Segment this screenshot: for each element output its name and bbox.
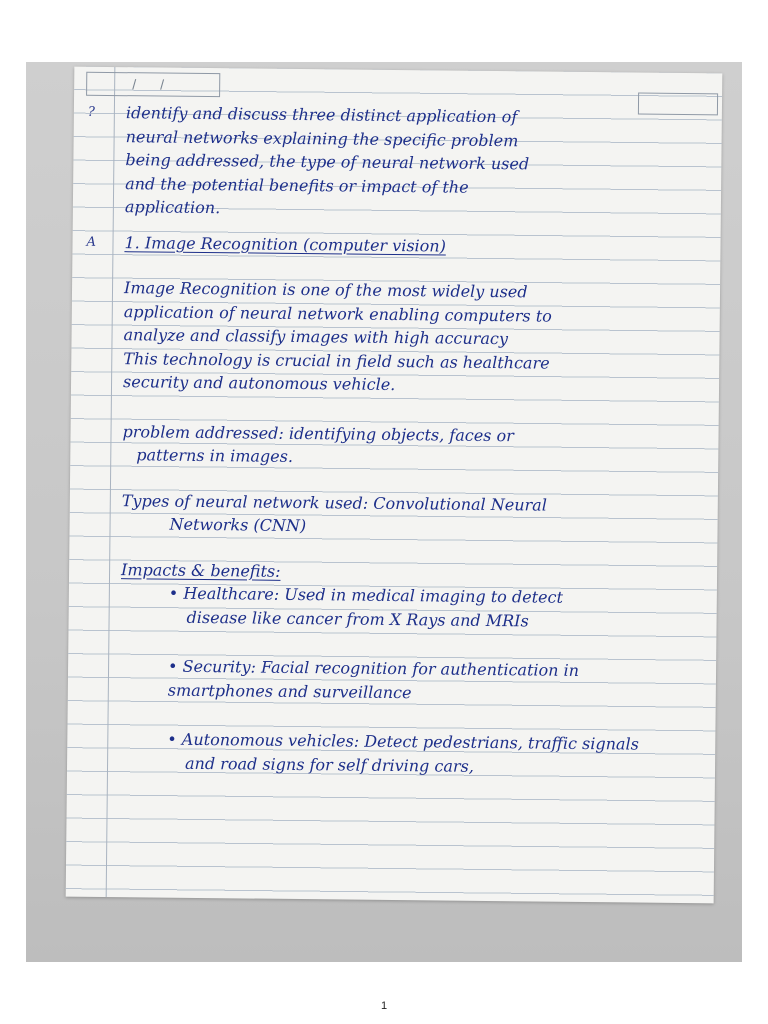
question-text: application.: [124, 197, 221, 218]
notebook-page: [66, 67, 723, 904]
problem-text: patterns in images.: [136, 445, 294, 466]
answer-marker: A: [86, 234, 96, 250]
question-text: identify and discuss three distinct application of: [125, 103, 518, 127]
notebook-photo: [26, 62, 742, 962]
page-number: 1: [380, 1000, 388, 1012]
impact-text: and road signs for self driving cars,: [184, 753, 474, 776]
impact-text: • Autonomous vehicles: Detect pedestrians, traffic signals: [167, 729, 639, 754]
intro-text: security and autonomous vehicle.: [122, 372, 396, 395]
intro-text: analyze and classify images with high accuracy: [123, 325, 509, 349]
types-text: Types of neural network used: Convolutional Neural: [121, 490, 547, 515]
impacts-heading: Impacts & benefits:: [121, 559, 281, 581]
intro-text: application of neural network enabling computers to: [123, 301, 552, 326]
answer-heading: 1. Image Recognition (computer vision): [124, 232, 446, 256]
question-marker: ?: [87, 104, 95, 120]
impact-text: • Healthcare: Used in medical imaging to detect: [168, 583, 564, 607]
question-text: neural networks explaining the specific problem: [125, 126, 519, 150]
date-box: / /: [86, 72, 220, 97]
impact-text: • Security: Facial recognition for authentication in: [167, 656, 580, 680]
question-text: being addressed, the type of neural network used: [125, 150, 530, 174]
handwritten-content: [67, 101, 722, 781]
impact-text: smartphones and surveillance: [167, 680, 412, 702]
problem-text: problem addressed: identifying objects, faces or: [122, 421, 514, 445]
answer-heading-line: [72, 230, 720, 260]
question-text: and the potential benefits or impact of the: [125, 173, 469, 197]
impact-text: disease like cancer from X Rays and MRIs: [186, 607, 529, 630]
intro-text: Image Recognition is one of the most widely used: [123, 278, 528, 302]
intro-text: This technology is crucial in field such as healthcare: [123, 348, 550, 373]
types-text: Networks (CNN): [169, 514, 307, 536]
